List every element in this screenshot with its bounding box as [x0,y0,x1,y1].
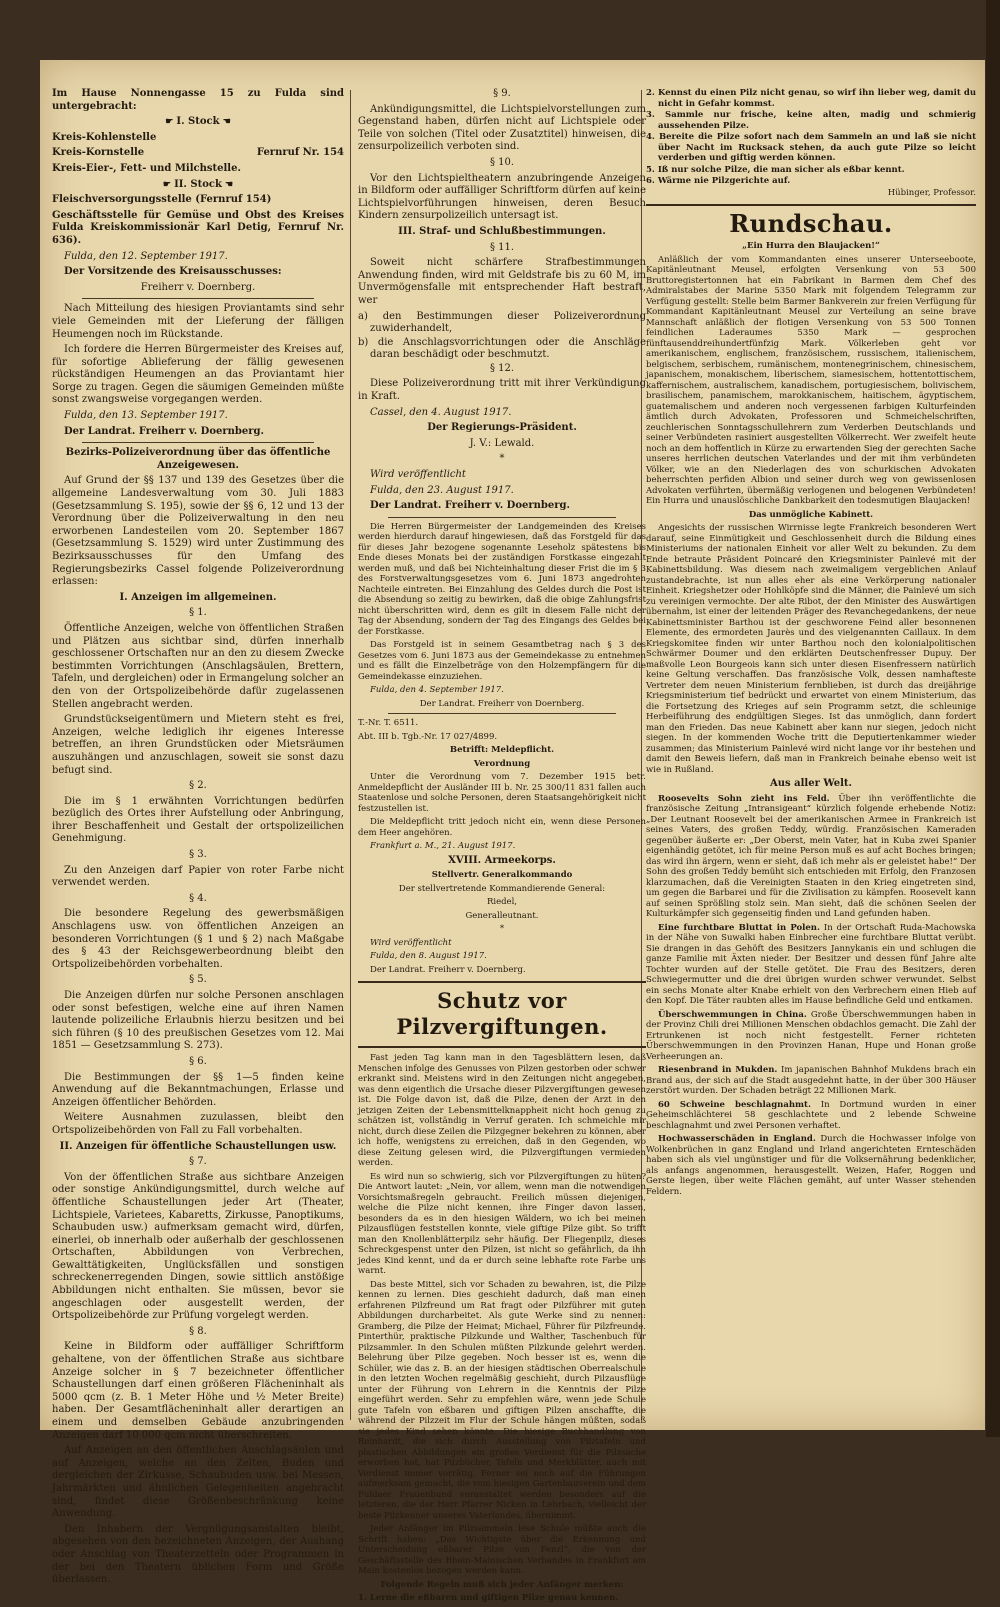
fernruf-154: Fernruf Nr. 154 [256,147,344,159]
date-line: Fulda, den 4. September 1917. [370,685,504,696]
rule-item: 4. Bereite die Pilze sofort nach dem Sammeln an und laß sie nicht über Nacht im Rucksack stehen, da auch gute Pilze so leicht verderben und giftig werden können. [646,132,976,163]
section-heading: II. Anzeigen für öffentliche Schaustellungen usw. [59,1140,337,1152]
date-line: Fulda, den 8. August 1917. [370,951,487,962]
publication-note: Wird veröffentlicht [370,469,466,481]
section-text: Ankündigungsmittel, die Lichtspielvorstellungen zum Gegenstand haben, dürfen nicht auf Lichtspiele oder Teile von solchen (Titel oder Zusatztitel) hinweisen, die zensurpolizeilich verboten sind. [358,103,646,153]
fleisch-line: Fleischversorgungsstelle (Fernruf 154) [52,194,272,206]
forst-paragraph: Die Herren Bürgermeister der Landgemeinden des Kreises werden hierdurch darauf hingewiesen, daß das Forstgeld für das für dieses Jahr bezogene sogenannte Leseholz spätestens bis Ende dieses Monats bei der zuständigen Forstkasse eingezahlt werden muß, und daß bei Nichteinhaltung dieser Frist die im § 3 des Forstverwaltungsgesetzes vom 6. Juni 1873 angedrohten Nachteile eintreten. Bei Einzahlung des Geldes durch die Post ist die Absendung so zeitig zu bewirken, daß die obige Zahlungsfrist nicht überschritten wird, denn es gilt in diesem Falle nicht der Tag der Absendung, sondern der Tag des Eingangs des Geldes bei der Forstkasse. [358,521,646,637]
date-line: Cassel, den 4. August 1917. [370,406,512,418]
pilz-headline: Schutz vor Pilzvergiftungen. [396,988,608,1040]
section-text: Die im § 1 erwähnten Vorrichtungen bedürfen bezüglich des Ortes ihrer Aufstellung oder Anbringung, ihrer Beschaffenheit und Gestalt der ortspolizeilichen Genehmigung. [52,795,344,845]
rule-item: 6. Wärme nie Pilzgerichte auf. [646,176,791,186]
section-heading: I. Anzeigen im allgemeinen. [119,591,277,603]
kohlen-line: Kreis-Kohlenstelle [52,131,157,143]
news-title: Überschwemmungen in China. [658,1009,807,1020]
star-separator: * [499,924,505,935]
news-title: Riesenbrand in Mukden. [658,1065,778,1076]
generalkommando-line: Stellvertr. Generalkommando [431,870,573,881]
signature-line: Freiherr v. Doernberg. [140,281,256,293]
article-title: „Ein Hurra den Blaujacken!“ [742,241,880,251]
date-line: Fulda, den 23. August 1917. [370,484,514,496]
section-heading: Aus aller Welt. [769,778,852,789]
verordnung-text-2: Die Meldepflicht tritt jedoch nicht ein, wenn diese Personen dem Heer angehören. [358,817,646,838]
paragraph-number: § 11. [489,241,515,253]
page-edge-shadow [986,0,1000,1437]
section-text: Die besondere Regelung des gewerbsmäßigen Anschlagens usw. von öffentlichen Anzeigen an besonderen Vorrichtungen (§ 1 und § 2) nach Maßgabe des § 43 der Reichsgewerbeordnung bleibt den Ortspolizeibehörden vorbehalten. [52,908,344,970]
rundschau-headline: Rundschau. [729,209,893,238]
news-title: 60 Schweine beschlagnahmt. [658,1099,811,1110]
vorsitz-line: Der Vorsitzende des Kreisausschusses: [64,266,282,278]
news-item [646,1065,976,1097]
paragraph-number: § 1. [189,607,207,619]
column-middle [358,88,646,1607]
kabinett-paragraph: Angesichts der russischen Wirrnisse legte Frankreich besonderen Wert darauf, seine Einmütigkeit und Geschlossenheit durch die Bildung eines Ministeriums der nationalen Einheit vor aller Welt zu bekunden. Zu dem Ende betraute Präsident Poincaré den Kriegsminister Painlevé mit der Kabinettsbildung. Was diesem nach zweimaligem vergeblichen Anlauf zustandebrachte, ist nun alles eher als eine Verkörperung nationaler Einheit. Kriegshetzer oder Hohlköpfe sind die Männer, die Painlevé um sich zu vereinigen vermochte. Der alte Ribot, der den Minister des Auswärtigen übernahm, ist einer der leitenden Präger des Revanchegedankens, der neue Kabinettsminister Barthou ist der geschworene Feind aller besonnenen Elemente, des ermordeten Jaurès und des vielgenannten Caillaux. In dem Kriegskomitee finden wir unter Barthou noch den kolonialpolitischen Schwärmer Doumer und den erklärten Deutschenfresser Dupuy. Der maßvolle Leon Bourgeois kann sich unter diesen Eisenfressern natürlich keine Geltung verschaffen. Das französische Volk, dessen namhafteste Vertreter dem neuen Ministerium fernblieben, ist durch das dreijährige Kriegsministerium tief bedrückt und erwartet von einem Ministerium, das die Fortsetzung des Krieges auf sein Programm setzt, die schleunige Herbeiführung des endgültigen Sieges. Ist das unmöglich, dann fordert man den Frieden. Das neue Kabinett aber kann nur siegen, jedoch nicht siegen. In der kommenden Woche tritt die Deputiertenkammer wieder zusammen; das Ministerium Painlevé wird nicht lange vor ihr bestehen und damit den Beweis liefern, daß man in Frankreich beinahe ebenso weit ist wie in Rußland. [646,523,976,775]
korn-label: Kreis-Kornstelle [52,147,145,159]
stock1-heading [52,116,344,129]
rules-heading: Folgende Regeln muß sich jeder Anfänger merken: [380,1579,624,1590]
section-text: Die Bestimmungen der §§ 1—5 finden keine Anwendung auf die Bekanntmachungen, Erlasse und Anzeigen öffentlicher Behörden. [52,1071,344,1108]
rule-item: 1. Lerne die eßbaren und giftigen Pilze genau kennen. [358,1593,619,1604]
section-text: Soweit nicht schärfere Strafbestimmungen Anwendung finden, wird mit Geldstrafe bis zu 60 M, im Unvermögensfalle mit entsprechender Haft bestraft, wer [358,257,646,306]
column-rule-1 [350,90,351,1420]
verordnung-text: Unter die Verordnung vom 7. Dezember 1915 betr. Anmeldepflicht der Ausländer III b. Nr. 25 300/11 831 fallen auch Staatenlose und solche Personen, deren Staatsangehörigkeit nicht festzustellen ist. [358,772,646,814]
news-text: Große Überschwemmungen haben in der Provinz Chili drei Millionen Menschen obdachlos gemacht. Die Zahl der Ertrunkenen ist noch nicht festgestellt. Ferner richteten Überschwemmungen in den Provinzen Hanan, Hupe und Honan große Verheerungen an. [646,1009,976,1062]
rule-item: 2. Kennst du einen Pilz nicht genau, so wirf ihn lieber weg, damit du nicht in Gefahr kommst. [646,88,976,109]
bezirk-paragraph: Auf Grund der §§ 137 und 139 des Gesetzes über die allgemeine Landesverwaltung vom 30. Juli 1883 (Gesetzsammlung S. 195), sowie der §§ 6, 12 und 13 der Verordnung über die Polizeiverwaltung in den neu erworbenen Landesteilen vom 20. September 1867 (Gesetzsammlung S. 1529) wird unter Zustimmung des Bezirksausschusses für den Umfang des Regierungsbezirks Cassel folgende Polizeiverordnung erlassen: [52,475,344,588]
signature-title: Der Regierungs-Präsident. [427,422,577,434]
section-heading: III. Straf- und Schlußbestimmungen. [398,225,606,237]
paragraph-number: § 9. [493,88,511,99]
hand-ornament-icon: ☚ [221,179,234,190]
list-item: a) den Bestimmungen dieser Polizeiverordnung zuwiderhandelt, [358,310,646,335]
signature-line: Der Landrat. Freiherr v. Doernberg. [370,500,570,512]
paragraph-number: § 8. [189,1325,207,1337]
thick-divider [358,1046,646,1048]
pilz-paragraph: Fast jeden Tag kann man in den Tagesblättern lesen, daß Menschen infolge des Genusses von Pilzen gestorben oder schwer erkrankt sind. Meistens wird in den Zeitungen nicht angegeben, was denn eigentlich die Ursache dieser Pilzvergiftungen gewesen ist. Die Folge davon ist, daß die Pilze, denen der Arzt in den jetzigen Zeiten der Lebensmittelknappheit nicht hoch genug zu schätzen ist, vollständig in Verruf geraten. Ich schmeichle mir nicht, durch diese Zeilen die Pilzgegner bekehren zu können, aber ich hoffe, wenigstens zu erreichen, daß in den Gegenden, wo diese Zeitung gelesen wird, die Pilzvergiftungen vermieden werden. [358,1053,646,1169]
pilz-paragraph-4: Jeder Anfänger im Pilzsammeln lese Schule müßte auch die Schrift haben: „Das Wichtigste über die Erkennung und Unterscheidung eßbarer Pilze von Fenzl“, die von der Geschäftsstelle des Rhein-Mainischen Verbandes in Frankfurt am Main kostenlos bezogen werden kann. [358,1524,646,1577]
general-title: Der stellvertretende Kommandierende General: [398,883,606,894]
paragraph-number: § 10. [489,156,515,168]
forst-paragraph-2: Das Forstgeld ist in seinem Gesamtbetrag nach § 3 des Gesetzes vom 6. Juni 1873 aus der Gemeindekasse zu entnehmen und es fällt die Einzelbeträge von den Holzempfängern für die Gemeindekasse einzuziehen. [358,640,646,682]
heu-paragraph-2: Ich fordere die Herren Bürgermeister des Kreises auf, für sofortige Ablieferung der fällig gewesenen rückständigen Heumengen an das Proviantamt hier Sorge zu tragen. Gegen die säumigen Gemeinden müßte sonst zwangsweise vorgegangen werden. [52,344,344,406]
rule-item: 3. Sammle nur frische, keine alten, madig und schmierig aussehenden Pilze. [646,110,976,131]
pilz-paragraph-3: Das beste Mittel, sich vor Schaden zu bewahren, ist, die Pilze kennen zu lernen. Dies geschieht dadurch, daß man einen erfahrenen Pilzfreund um Rat fragt oder Pilzführer mit guten Abbildungen durcharbeitet. Als gute Werke sind zu nennen: Gramberg, die Pilze der Heimat; Michael, Führer für Pilzfreunde. Pinterthür, praktische Pilzkunde und Walther, Taschenbuch für Pilzsammler. In den Schulen müßten Pilzkunde gelehrt werden. Belehrung über Pilze gegeben. Noch besser ist es, wenn die Schüler, wie das z. B. an der hiesigen städtischen Oberrealschule in den letzten Wochen regelmäßig geschieht, durch Pilzausflüge unter der Führung von Lehrern in die Kenntnis der Pilze eingeführt werden. Sehr zu empfehlen wäre, wenn jede Schule gute Tafeln von eßbaren und giftigen Pilzen anschaffte, die während der Pilzzeit im Flur der Schule hängen müßten, sodaß sie jedes Kind sehen könnte. Die hiesige Buchhandlung von Reinhardt, die sich durch Ausstellung von Pilztafeln und plastischen Abbildungen ein großes Verdienst für die Pilzsache erworben hat, hat Pilzbücher, Tafeln und Merkblätter, auch mit Verdienst immer vorrätig. Ferner sei noch auf die Führungen aufmerksam gemacht, die vom hiesigen Gartenbauverein und dem Fuldaer Frauenbund veranstaltet werden besonders auf die letzteren, die der Herr Pfarrer Nicken in Lehrbach, vielleicht der beste Pilzkenner unseres Vaterlandes, übernimmt. [358,1279,646,1521]
paragraph-number: § 7. [189,1156,207,1168]
rank-line: Generalleutnant. [465,910,539,921]
bezirk-title: Bezirks-Polizeiverordnung über das öffentliche Anzeigewesen. [65,447,331,471]
divider [82,442,314,443]
news-item [646,1010,976,1063]
news-item [646,1100,976,1132]
reference-number: T.-Nr. T. 6511. [358,718,419,729]
armeekorps-line: XVIII. Armeekorps. [448,854,556,866]
news-item [646,794,976,920]
paragraph-number: § 6. [189,1055,207,1067]
paragraph-number: § 4. [189,892,207,904]
date-line: Frankfurt a. M., 21. August 1917. [370,841,516,852]
korn-line [52,147,344,160]
section-text: Vor den Lichtspieltheatern anzubringende Anzeigen in Bildform oder auffälliger Schriftform dürfen auf keine Lichtspielvorführungen hinweisen, deren Besuch Kindern zensurpolizeilich untersagt ist. [358,172,646,222]
subject-line: Betrifft: Meldepflicht. [449,745,555,756]
news-item [646,1134,976,1197]
date-line: Fulda, den 12. September 1917. [64,250,228,262]
signature-line: Riedel, [486,897,518,908]
news-text: In Dortmund wurden in einer Geheimschlächterei 58 geschlachtete und 2 lebende Schweine beschlagnahmt und zwei Personen verhaftet. [646,1099,976,1131]
author-signature: Hübinger, Professor. [887,187,976,198]
star-separator: * [499,453,505,465]
section-text: Auf Anzeigen an den öffentlichen Anschlagsäulen und auf Anzeigen, welche an den Zelten, Buden und dergleichen der Zirkusse, Schaubuden usw. bei Messen, Jahrmärkten und ähnlichen Gelegenheiten angebracht sind, findet diese Größenbeschränkung keine Anwendung. [52,1445,344,1520]
article-title: Das unmögliche Kabinett. [748,509,874,520]
hurra-paragraph: Anläßlich der vom Kommandanten eines unserer Unterseeboote, Kapitänleutnant Meusel, erfolgten Versenkung von 53 500 Bruttoregistertonnen hat ein Fabrikant in Barmen dem Chef des Admiralstabes der Marine 5350 Mark mit folgendem Telegramm zur Verfügung gestellt: Stelle beim Barmer Bankverein zur freien Verfügung für Kommandant Kapitänleutnant Meusel zur Verteilung an seine brave Mannschaft anläßlich der flotigen Versenkung von 53 500 Tonnen feindlichen Laderaumes 5350 Mark — gesprochen fünftausenddreihundertfünfzig Mark. Völkerleben geht vor amerikanischem, englischem, französischem, russischem, italienischem, belgischem, serbischem, rumänischem, montenegrinischem, chinesischem, japanischem, monakischem, liberischem, siamesischem, hottentottischem, kaffernischem, australischem, kanadischem, portugiesischem, bolivischem, brasilischem, panamischem, marokkanischem, haitischem, ägyptischem, guatemalischem und anderen noch vergessenen farbigen Kulturfeinden ämtlich durch Advokaten, Professoren und Schmeichelschriften, zeuchlerischen Sonntagsschullehrern zum Verderben Deutschlands und seiner Verbündeten rasiniert ausgestellten Völkerrecht. Wer zweifelt heute noch an dem hoffentlich in Kürze zu erwartenden Sieg der gerechten Sache unseres herrlichen deutschen Vaterlandes und der mit ihm verbündeten Völker, wie an den Niederlagen des von schurkischen Advokaten beherrschten perfiden Albion und seiner durch weg von gewissenlosen Advokaten verführten, übermäßig verlogenen und belogenen Verbündeten! Ein Hurra und unauslöschliche Dankbarkeit den todesmutigen Blaujacken! [646,254,976,506]
reference-number: Abt. III b. Tgb.-Nr. 17 027/4899. [358,731,498,742]
section-text: Zu den Anzeigen darf Papier von roter Farbe nicht verwendet werden. [52,864,344,889]
paragraph-number: § 12. [489,362,515,374]
section-text: Von der öffentlichen Straße aus sichtbare Anzeigen oder sonstige Ankündigungsmittel, durch welche auf öffentliche Schaustellungen jeder Art (Theater, Lichtspiele, Varietees, Kabaretts, Zirkusse, Panoptikums, Schaubuden usw.) aufmerksam gemacht wird, dürfen, einerlei, ob innerhalb oder außerhalb der geschlossenen Ortschaften, Abbildungen von Verbrechen, Gewalttätigkeiten, Unglücksfällen und sonstigen schreckenerregenden Dingen, sowie sittlich anstößige Abbildungen nicht enthalten. Sie müssen, bevor sie angeschlagen oder ausgestellt werden, der Ortspolizeibehörde zur Prüfung vorgelegt werden. [52,1171,344,1322]
intro-text: Im Hause Nonnengasse 15 zu Fulda sind untergebracht: [52,88,344,112]
news-title: Hochwasserschäden in England. [658,1134,816,1145]
divider [82,298,314,299]
verordnung-title: Verordnung [473,758,531,769]
news-item [646,923,976,1007]
section-text: Grundstückseigentümern und Mietern steht es frei, Anzeigen, welche lediglich ihr eigenes Interesse betreffen, an ihren Grundstücken oder Mietsräumen auszuhängen und anzuschlagen, soweit sie sonst dazu befugt sind. [52,714,344,776]
list-item: b) die Anschlagsvorrichtungen oder die Anschläge daran beschädigt oder beschmutzt. [358,336,646,361]
column-left [52,88,344,1590]
date-line: Fulda, den 13. September 1917. [64,410,228,422]
divider [388,713,616,714]
paragraph-number: § 3. [189,849,207,861]
news-title: Eine furchtbare Bluttat in Polen. [658,922,820,933]
publication-note: Wird veröffentlicht [370,937,452,948]
stock2-heading [52,179,344,192]
thick-divider [358,981,646,983]
news-title: Roosevelts Sohn zieht ins Feld. [658,793,830,804]
section-text: Diese Polizeiverordnung tritt mit ihrer Verkündigung in Kraft. [358,378,646,403]
section-text: Den Inhabern der Vergnügungsanstalten bleibt, abgesehen von den bezeichneten Anzeigen, der Aushang oder Anschlag von Theaterzetteln oder Programmen in der bei den Theatern üblichen Form und Größe überlassen. [52,1523,344,1586]
thick-divider [646,204,976,206]
section-text: Die Anzeigen dürfen nur solche Personen anschlagen oder sonst befestigen, welche eine auf ihren Namen lautende polizeiliche Erlaubnis hierzu besitzen und bei sich führen (§ 10 des preußischen Gesetzes vom 12. Mai 1851 — Gesetzsammlung S. 273). [52,990,344,1052]
hand-ornament-icon: ☚ [219,117,231,128]
signature-line: Der Landrat. Freiherr v. Doernberg. [64,425,264,437]
news-text: In der Ortschaft Ruda-Machowska in der Nähe von Suwalki haben Einbrecher eine furchtbare Bluttat verübt. Sie drangen in das Gehöft des Besitzers Jannykanis ein und schlugen die ganze Familie mit Äxten nieder. Der Besitzer und dessen fünf Jahre alte Tochter wurden auf der Stelle getötet. Die Frau des Besitzers, deren Schwiegermutter und die drei übrigen wurden schwer verwundet. Selbst ein sechs Monate alter Knabe erhielt von den Verbrechern einen Hieb auf den Kopf. Die Täter raubten alles im Hause befindliche Geld und entkamen. [646,922,976,1007]
signature-line: Der Landrat. Freiherr v. Doernberg. [370,964,526,975]
signature-line: Der Landrat. Freiherr von Doernberg. [419,698,585,709]
divider [388,517,616,518]
eier-line: Kreis-Eier-, Fett- und Milchstelle. [52,162,241,174]
hand-ornament-icon: ☛ [162,179,175,190]
paragraph-number: § 5. [189,974,207,986]
pilz-paragraph-2: Es wird nun so schwierig, sich vor Pilzvergiftungen zu hüten? Die Antwort lautet: „Nein, vor allem, wenn man die notwendigen Vorsichtsmaßregeln gebraucht. Freilich müssen diejenigen, welche die Pilze nicht kennen, ihre Finger davon lassen, besonders da es in den hiesigen Wäldern, wo ich bei meinen Pilzausflügen feststellen konnte, viele giftige Pilze gibt. So trifft man den Knollenblätterpilz sehr häufig. Der Fliegenpilz, dieses Schreckgespenst unter den Pilzen, ist nicht so gefährlich, da ihn jedes Kind kennt, und da er durch seine lebhafte rote Farbe uns warnt. [358,1171,646,1277]
section-text: Weitere Ausnahmen zuzulassen, bleibt den Ortspolizeibehörden von Fall zu Fall vorbehalten. [52,1112,344,1136]
news-text: Im japanischen Bahnhof Mukdens brach ein Brand aus, der sich auf die Stadt ausgedehnt hatte, in der über 300 Häuser zerstört wurden. Der Schaden beträgt 22 Millionen Mark. [646,1065,976,1097]
signature-line: J. V.: Lewald. [469,437,535,449]
stock2-label: II. Stock [174,178,222,190]
news-text: Über ihn veröffentlichte die französische Zeitung „Intransigeant“ kürzlich folgende erhebende Notiz: „Der Leutnant Roosevelt bei der amerikanischen Armee in Frankreich ist seines Vaters, des großen Teddy, würdig. Französischen Kameraden gegenüber äußerte er: „Der Oberst, mein Vater, hat in Kuba zwei Spanier eigenhändig getötet, ich für meine Person muß es auf acht Boches bringen; das wird ihn ärgern, wenn er sieht, daß ich mehr als er geleistet habe!“ Der Sohn des großen Teddy bemüht sich entschieden mit Erfolg, den Franzosen klarzumachen, daß die Vereinigten Staaten in den Krieg eingetreten sind, um gegen die Barbarei und für die Zivilisation zu kämpfen. Roosevelt kann auf seinen Sprößling stolz sein. Man sieht, daß die schönen Seelen der Kulturkämpfer sich gegenseitig finden und Land gefunden haben. [646,793,977,920]
section-text: Keine in Bildform oder auffälliger Schriftform gehaltene, von der öffentlichen Straße aus sichtbare Anzeige solcher in § 7 bezeichneter öffentlicher Schaustellungen darf einen größeren Flächeninhalt als 5000 qcm (z. B. 1 Meter Höhe und ½ Meter Breite) haben. Der Gesamtflächeninhalt aller derartigen an einem und demselben Gebäude anzubringenden Anzeigen darf 10 000 qcm nicht überschreiten. [52,1341,344,1441]
stock1-label: I. Stock [176,116,220,128]
geschaeft-line: Geschäftsstelle für Gemüse und Obst des Kreises Fulda Kreiskommissionär Karl Detig, Fernruf Nr. 636). [52,209,344,246]
paragraph-number: § 2. [189,780,207,792]
heu-paragraph: Nach Mitteilung des hiesigen Proviantamts sind sehr viele Gemeinden mit der Lieferung der fälligen Heumengen noch im Rückstande. [52,303,344,340]
rule-item: 5. Iß nur solche Pilze, die man sicher als eßbar kennt. [646,164,905,175]
column-right [646,88,976,1200]
news-text: Durch die Hochwasser infolge von Wolkenbrüchen in ganz England und Irland angerichteten Ernteschäden haben sich als viel ungünstiger und für die Volksernährung bedenklicher, als anfangs angenommen, herausgestellt. Weizen, Hafer, Roggen und Gerste liegen, über weite Flächen gemäht, auf unter Wasser stehenden Feldern. [646,1134,976,1197]
hand-ornament-icon: ☛ [165,117,177,128]
section-text: Öffentliche Anzeigen, welche von öffentlichen Straßen und Plätzen aus sichtbar sind, dürfen innerhalb geschlossener Ortschaften nur an den zu diesem Zwecke bestimmten Vorrichtungen (Anschlagsäulen, Brettern, Tafeln, und dergleichen) oder in Ermangelung solcher an den von der Ortspolizeibehörde dafür zugelassenen Stellen angebracht werden. [52,622,344,710]
newspaper-page [40,60,985,1604]
